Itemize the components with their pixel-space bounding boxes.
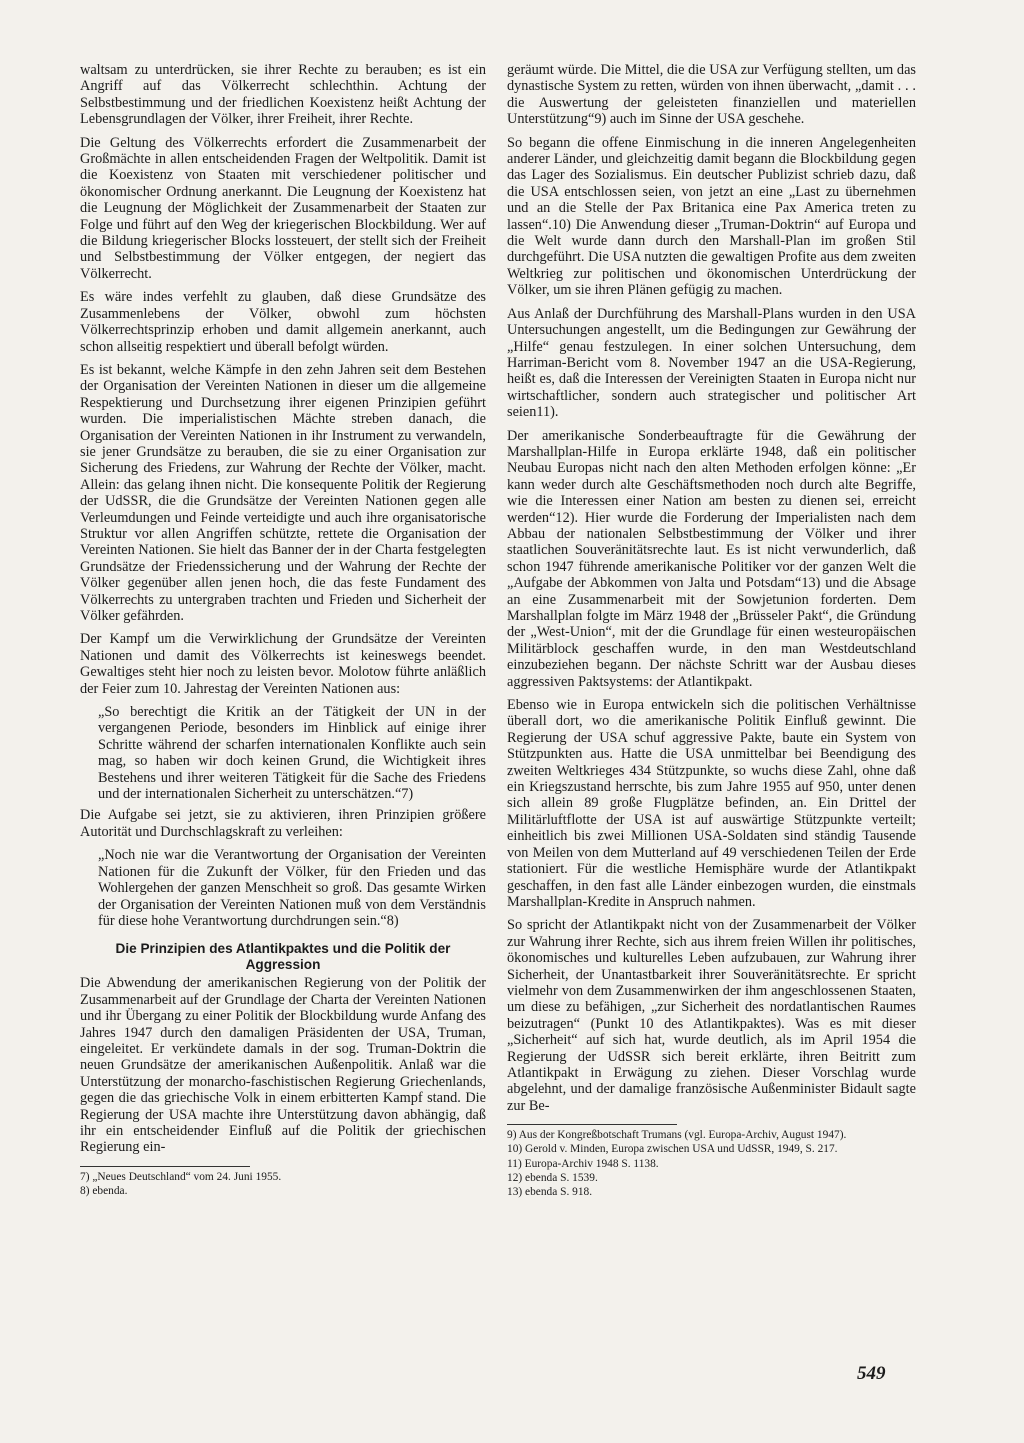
footnote-divider bbox=[507, 1124, 677, 1125]
footnote: 12) ebenda S. 1539. bbox=[507, 1171, 598, 1184]
paragraph: Ebenso wie in Europa entwickeln sich die politischen Verhältnisse überall dort, wo die amerikanische Politik Einfluß gewinnt. Die Regierung der USA schuf aggressive Pakte, baute ein System von Stützpunkten aus. Hatte die USA unmittelbar bei Beendigung des zweiten Weltkrieges 434 Stützpunkte, so wuchs diese Zahl, ohne daß ein Kriegszustand herrschte, bis zum Jahre 1955 auf 950, unter denen sich allein 89 große Flugplätze befinden, an. Ein Drittel der Militärluftflotte der USA ist auf auswärtige Stützpunkte verteilt; einheitlich bis zwei Millionen USA-Soldaten sind ständig Tausende von Meilen von dem Mutterland auf 49 verschiedenen Teilen der Erde stationiert. Für die westliche Hemisphäre wurde der Atlantikpakt geschaffen, in den fast alle Länder einbezogen wurden, die einstmals Marshallplan-Kredite in Anspruch nahmen. bbox=[507, 697, 916, 910]
block-quote: „Noch nie war die Verantwortung der Organisation der Vereinten Nationen für die Zukunft der Völker, für den Frieden und das Wohlergehen der ganzen Menschheit so groß. Das gesamte Wirken der Organisation der Vereinten Nationen muß von dem Verständnis für diese hohe Verantwortung durchdrungen sein.“8) bbox=[98, 847, 486, 929]
footnote: 7) „Neues Deutschland“ vom 24. Juni 1955. bbox=[80, 1170, 282, 1183]
block-quote: „So berechtigt die Kritik an der Tätigkeit der UN in der vergangenen Periode, besonders im Hinblick auf einige ihrer Schritte während der scharfen internationalen Konflikte auch sein mag, so haben wir doch keinen Grund, die Wichtigkeit ihres Bestehens und ihrer weiteren Tätigkeit für die Sache des Friedens und der internationalen Sicherheit zu unterschätzen.“7) bbox=[98, 704, 486, 803]
footnote: 9) Aus der Kongreßbotschaft Trumans (vgl. Europa-Archiv, August 1947). bbox=[507, 1129, 847, 1142]
paragraph: waltsam zu unterdrücken, sie ihrer Rechte zu berauben; es ist ein Angriff auf das Völkerrecht schlechthin. Achtung der Selbstbestimmung und der friedlichen Koexistenz heißt Achtung der Lebensgrundlagen der Völker, ihrer Freiheit, ihrer Rechte. bbox=[80, 62, 486, 128]
footnote: 11) Europa-Archiv 1948 S. 1138. bbox=[507, 1157, 659, 1170]
paragraph: Der amerikanische Sonderbeauftragte für die Gewährung der Marshallplan-Hilfe in Europa erklärte 1948, daß ein politischer Neubau Europas nicht nach den alten Methoden erfolgen könne: „Er kann weder durch alte Geschäftsmethoden noch durch alte Begriffe, wie die Interessen einer Nation am besten zu dienen sei, erreicht werden“12). Hier wurde die Forderung der Imperialisten nach dem Abbau der nationalen Selbstbestimmung der Völker und ihrer staatlichen Souveränitätsrechte laut. Es ist nicht verwunderlich, daß schon 1947 führende amerikanische Politiker vor der ganzen Welt die „Aufgabe der Abkommen von Jalta und Potsdam“13) und die Absage an eine Zusammenarbeit mit der Sowjetunion forderten. Dem Marshallplan folgte im März 1948 der „Brüsseler Pakt“, die Gründung der „West-Union“, mit der die Grundlage für einen westeuropäischen Militärblock geschaffen wurde, in den man Westdeutschland einzubeziehen begann. Der nächste Schritt war der Ausbau dieses aggressiven Paktsystems: der Atlantikpakt. bbox=[507, 427, 916, 690]
section-heading: Die Prinzipien des Atlantikpaktes und die Politik der Aggression bbox=[115, 941, 451, 973]
paragraph: Es ist bekannt, welche Kämpfe in den zehn Jahren seit dem Bestehen der Organisation der Vereinten Nationen in dieser um die allgemeine Respektierung und Durchsetzung ihrer eigenen Prinzipien geführt wurden. Die imperialistischen Mächte streben danach, die Organisation der Vereinten Nationen in ihr Instrument zu verwandeln, sie jener Grundsätze zu berauben, die sie zu einer Organisation zur Sicherung des Friedens, zur Wahrung der Rechte der Völker, macht. Allein: das gelang ihnen nicht. Die konsequente Politik der Regierung der UdSSR, die die Grundsätze der Vereinten Nationen gegen alle Verleumdungen und Feinde verteidigte und auch ihre organisatorische Struktur vor allen Angriffen schützte, rettete die Organisation der Vereinten Nationen. Sie hielt das Banner der in der Charta festgelegten Grundsätze der Friedenssicherung und der Wahrung der Rechte der Völker gegenüber allen jenen hoch, die das feste Fundament des Völkerrechts zu untergraben trachten und Frieden und Sicherheit der Völker gefährden. bbox=[80, 361, 486, 624]
footnote: 8) ebenda. bbox=[80, 1184, 128, 1197]
footnote: 13) ebenda S. 918. bbox=[507, 1186, 593, 1198]
page-number: 549 bbox=[857, 1363, 886, 1384]
footnote-divider bbox=[80, 1166, 250, 1167]
paragraph: Die Geltung des Völkerrechts erfordert die Zusammenarbeit der Großmächte in allen entscheidenden Fragen der Weltpolitik. Damit ist die Koexistenz von Staaten mit verschiedener politischer und ökonomischer Ordnung anerkannt. Die Leugnung der Koexistenz hat die Leugnung der Möglichkeit der Zusammenarbeit der Staaten zur Folge und führt auf den Weg der kriegerischen Blockbildung. Wer auf die Bildung kriegerischer Blocks lossteuert, der stellt sich der Freiheit und Selbstbestimmung der Völker entgegen, der negiert das Völkerrecht. bbox=[80, 134, 486, 282]
paragraph: Es wäre indes verfehlt zu glauben, daß diese Grundsätze des Zusammenlebens der Völker, obwohl zum höchsten Völkerrechtsprinzip erhoben und damit allgemein anerkannt, auch schon allseitig respektiert und überall befolgt würden. bbox=[80, 289, 486, 355]
right-column bbox=[507, 62, 916, 1200]
footnote: 10) Gerold v. Minden, Europa zwischen USA und UdSSR, 1949, S. 217. bbox=[507, 1143, 838, 1156]
paragraph: So spricht der Atlantikpakt nicht von der Zusammenarbeit der Völker zur Wahrung ihrer Rechte, sich aus ihrem freien Willen ihr politisches, ökonomisches und kulturelles Leben aufzubauen, zur Wahrung ihrer Sicherheit, der Unantastbarkeit ihrer Souveränitätsrechte. Er spricht vielmehr von dem Zusammenwirken der ihm angeschlossenen Staaten, um diese zu befähigen, „zur Sicherheit des nordatlantischen Raumes beizutragen“ (Punkt 10 des Atlantikpaktes). Was es mit dieser „Sicherheit“ auf sich hat, wurde deutlich, als im April 1954 die Regierung der UdSSR sich bereit erklärte, ihren Beitritt zum Atlantikpakt in Erwägung zu ziehen. Dieser Vorschlag wurde abgelehnt, und der damalige französische Außenminister Bidault sagte zur Be- bbox=[507, 917, 916, 1114]
paragraph: Der Kampf um die Verwirklichung der Grundsätze der Vereinten Nationen und damit des Völkerrechts ist keineswegs beendet. Gewaltiges steht hier noch zu leisten bevor. Molotow führte anläßlich der Feier zum 10. Jahrestag der Vereinten Nationen aus: bbox=[80, 631, 486, 697]
paragraph: Aus Anlaß der Durchführung des Marshall-Plans wurden in den USA Untersuchungen angestellt, um die Bedingungen zur Gewährung der „Hilfe“ genau festzulegen. In einer solchen Untersuchung, dem Harriman-Bericht vom 8. November 1947 an die USA-Regierung, heißt es, daß die Interessen der Vereinigten Staaten in Europa nicht nur wirtschaftlicher, sondern auch strategischer und politischer Art seien11). bbox=[507, 305, 916, 421]
paragraph: Die Abwendung der amerikanischen Regierung von der Politik der Zusammenarbeit auf der Grundlage der Charta der Vereinten Nationen und ihr Übergang zu einer Politik der Blockbildung wurde Anfang des Jahres 1947 durch den damaligen Präsidenten der USA, Truman, eingeleitet. Er verkündete damals in der sog. Truman-Doktrin die neuen Grundsätze der amerikanischen Außenpolitik. Anlaß war die Unterstützung der monarcho-faschistischen Regierung Griechenlands, gegen die das griechische Volk in einem erbitterten Kampf stand. Die Regierung der USA machte ihre Unterstützung davon abhängig, daß ihr ein entscheidender Einfluß auf die Politik der griechischen Regierung ein- bbox=[80, 975, 486, 1156]
paragraph: Die Aufgabe sei jetzt, sie zu aktivieren, ihren Prinzipien größere Autorität und Durchschlagskraft zu verleihen: bbox=[80, 807, 486, 840]
left-column bbox=[80, 62, 486, 1199]
paragraph: So begann die offene Einmischung in die inneren Angelegenheiten anderer Länder, und gleichzeitig damit begann die Blockbildung gegen das Lager des Sozialismus. Ein deutscher Publizist schrieb dazu, daß die USA entschlossen seien, von jetzt an eine „Last zu übernehmen und an die Stelle der Pax Britanica eine Pax America treten zu lassen“.10) Die Anwendung dieser „Truman-Doktrin“ auf Europa und die Welt wurde dann durch den Marshall-Plan im großen Stil durchgeführt. Die USA nutzten die gewaltigen Profite aus dem zweiten Weltkrieg zur politischen und ökonomischen Unterdrückung der Völker, um sie ihren Plänen gefügig zu machen. bbox=[507, 134, 916, 299]
paragraph: geräumt würde. Die Mittel, die die USA zur Verfügung stellten, um das dynastische System zu retten, würden von ihnen überwacht, „damit . . . die Auswertung der geleisteten finanziellen und materiellen Unterstützung“9) auch im Sinne der USA geschehe. bbox=[507, 62, 916, 128]
